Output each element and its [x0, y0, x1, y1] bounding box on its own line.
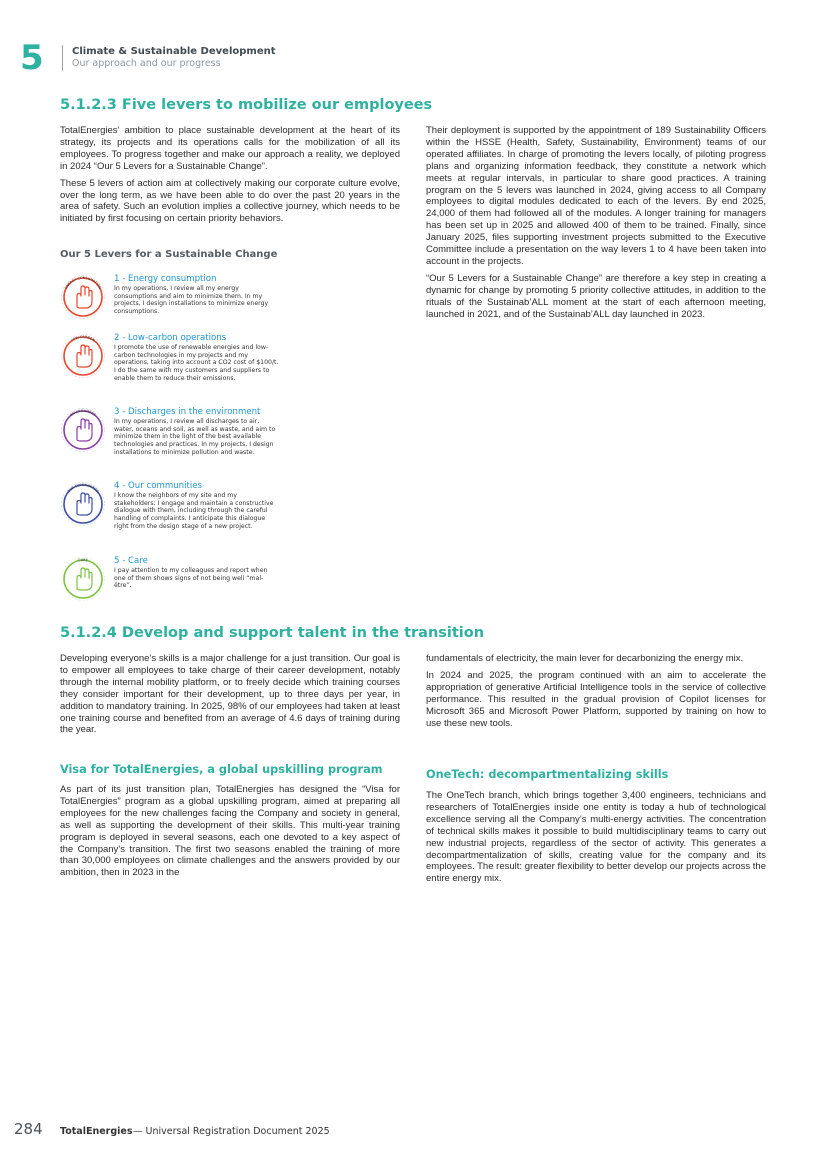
paragraph: Developing everyone’s skills is a major challenge for a just transition. Our goal is to empower all employees to take charge of their career development, notably through the internal mobility platform, or to freely decide which training courses they consider important for their development, up to three days per year, in addition to mandatory training. In 2025, 98% of our employees had taken at least one training course and benefited from an average of 4.6 days of training during the year. [60, 653, 400, 736]
visa-program-heading: Visa for TotalEnergies, a global upskilling program [60, 763, 383, 776]
paragraph: TotalEnergies’ ambition to place sustainable development at the heart of its strategy, its projects and its operations calls for the mobilization of all its employees. To progress together and make our approach a reality, we deployed in 2024 “Our 5 Levers for a Sustainable Change”. [60, 125, 400, 172]
icon-outer-ring [62, 335, 105, 378]
section-2-left-column [60, 653, 400, 741]
icon-ring [64, 334, 102, 375]
icon-outer-ring [62, 483, 105, 526]
section-2-right-column [426, 653, 766, 734]
paragraph: “Our 5 Levers for a Sustainable Change” are therefore a key step in creating a dynamic for change by promoting 5 priority collective attitudes, in addition to the rituals of the Sustainab’ALL moment at the start of each afternoon meeting, launched in 2021, and of the Sustainab’ALL day launched in 2023. [426, 272, 766, 320]
header-divider [62, 45, 63, 71]
icon-arc-label: ENERGY CONSUMPTION [64, 275, 102, 290]
paragraph: The OneTech branch, which brings together 3,400 engineers, technicians and researchers of TotalEnergies inside one entity is today a hub of technological excellence serving all the Company’s multi-energy activities. The concentration of technical skills makes it possible to build multidisciplinary teams to carry out new industrial projects, regardless of the sector of activity. This generates a decompartmentalization of skills, creating value for the company and its employees. The result: greater flexibility to better develop our projects across the entire energy mix. [426, 790, 766, 885]
hand-glyph [77, 286, 92, 308]
lever-title: 3 - Discharges in the environment [114, 407, 261, 417]
section-heading-talent: 5.1.2.4 Develop and support talent in the transition [60, 625, 485, 641]
onetech-heading: OneTech: decompartmentalizing skills [426, 768, 669, 781]
icon-ring [64, 408, 102, 449]
icon-outer-ring [62, 558, 105, 601]
hand-glyph [77, 419, 92, 441]
lever-title: 1 - Energy consumption [114, 274, 217, 284]
hand-glyph [77, 493, 92, 515]
footer-document-title: — Universal Registration Document 2025 [133, 1126, 330, 1137]
footer-brand: TotalEnergies [60, 1126, 133, 1137]
page-number: 284 [14, 1120, 43, 1138]
icon-arc-label: ENVIRONMENT [69, 408, 97, 418]
lever-title: 4 - Our communities [114, 481, 203, 491]
visa-program-text [60, 784, 400, 884]
levers-heading: Our 5 Levers for a Sustainable Change [60, 249, 278, 260]
icon-arc-label: CARE [77, 557, 89, 563]
section-1-left-column [60, 125, 400, 230]
paragraph: In 2024 and 2025, the program continued with an aim to accelerate the appropriation of generative Artificial Intelligence tools in the service of collective performance. This resulted in the gradual provision of Copilot licenses for Microsoft 365 and Microsoft Power Platform, supported by training on how to use these new tools. [426, 669, 766, 729]
care-hand-icon [60, 556, 106, 602]
chapter-subtitle: Our approach and our progress [72, 58, 221, 69]
lever-title: 5 - Care [114, 556, 148, 566]
icon-ring [64, 557, 102, 598]
communities-hand-icon [60, 481, 106, 527]
lever-description: In my operations, I review all my energy consumptions and aim to minimize them. In my projects, I design installations to minimize energy consumptions. [114, 285, 269, 316]
paragraph: These 5 levers of action aim at collectively making our corporate culture evolve, over the long term, as we have been able to do over the past 20 years in the area of safety. Such an evolution implies a collective journey, which needs to be initiated by first focusing on certain priority behaviors. [60, 177, 400, 225]
paragraph: As part of its just transition plan, TotalEnergies has designed the “Visa for TotalEnergies” program as a global upskilling program, aimed at preparing all employees for the new challenges facing the Company and society in general, as well as supporting the development of their skills. This multi-year training program is deployed in several seasons, each one devoted to a key aspect of the Company’s transition. The first two seasons enabled the training of more than 30,000 employees on climate challenges and the answers provided by our ambition, then in 2023 in the [60, 784, 400, 879]
onetech-text [426, 790, 766, 890]
lever-title: 2 - Low-carbon operations [114, 333, 227, 343]
icon-outer-ring [62, 276, 105, 319]
lever-description: I pay attention to my colleagues and report when one of them shows signs of not being well “mal-être”. [114, 567, 268, 590]
chapter-title: Climate & Sustainable Development [72, 46, 276, 57]
icon-arc-label: OUR COMMUNITIES [66, 482, 100, 494]
lever-description: I know the neighbors of my site and my stakeholders; I engage and maintain a constructive dialogue with them, including through the careful handling of complaints. I anticipate this dialogue right from the design stage of a new project. [114, 492, 274, 530]
hand-glyph [77, 568, 92, 590]
paragraph: fundamentals of electricity, the main lever for decarbonizing the energy mix. [426, 653, 744, 664]
environment-hand-icon [60, 407, 106, 453]
hand-glyph [77, 345, 92, 367]
lever-description: In my operations, I review all discharges to air, water, oceans and soil, as well as waste, and aim to minimize them in the light of the best available technologies and practices. In my projects, I design installations to minimize pollution and waste. [114, 418, 276, 456]
icon-outer-ring [62, 409, 105, 452]
lever-description: I promote the use of renewable energies and low-carbon technologies in my projects and my operations, taking into account a CO2 cost of $100/t. I do the same with my customers and suppliers to enable them to reduce their emissions. [114, 344, 279, 382]
energy-consumption-hand-icon [60, 274, 106, 320]
paragraph: Their deployment is supported by the appointment of 189 Sustainability Officers within the HSSE (Health, Safety, Sustainability, Environment) teams of our operated affiliates. In charge of promoting the levers locally, of piloting progress plans and organizing information feedback, they constitute a network which meets at regular intervals, in particular to share good practices. A training program on the 5 levers was launched in 2024, giving access to all Company employees to digital modules dedicated to each of the levers. By end 2025, 24,000 of them had followed all of the modules. A longer training for managers has been set up in 2025 and allowed 400 of them to be trained. Finally, since January 2025, files supporting investment projects submitted to the Executive Committee include a presentation on the way levers 1 to 4 have been taken into account in the projects. [426, 125, 766, 267]
low-carbon-hand-icon [60, 333, 106, 379]
section-heading-five-levers: 5.1.2.3 Five levers to mobilize our employees [60, 97, 433, 113]
section-1-right-column [426, 125, 766, 326]
icon-arc-label: LOW-CARBON [70, 334, 96, 343]
chapter-number: 5 [20, 38, 44, 78]
